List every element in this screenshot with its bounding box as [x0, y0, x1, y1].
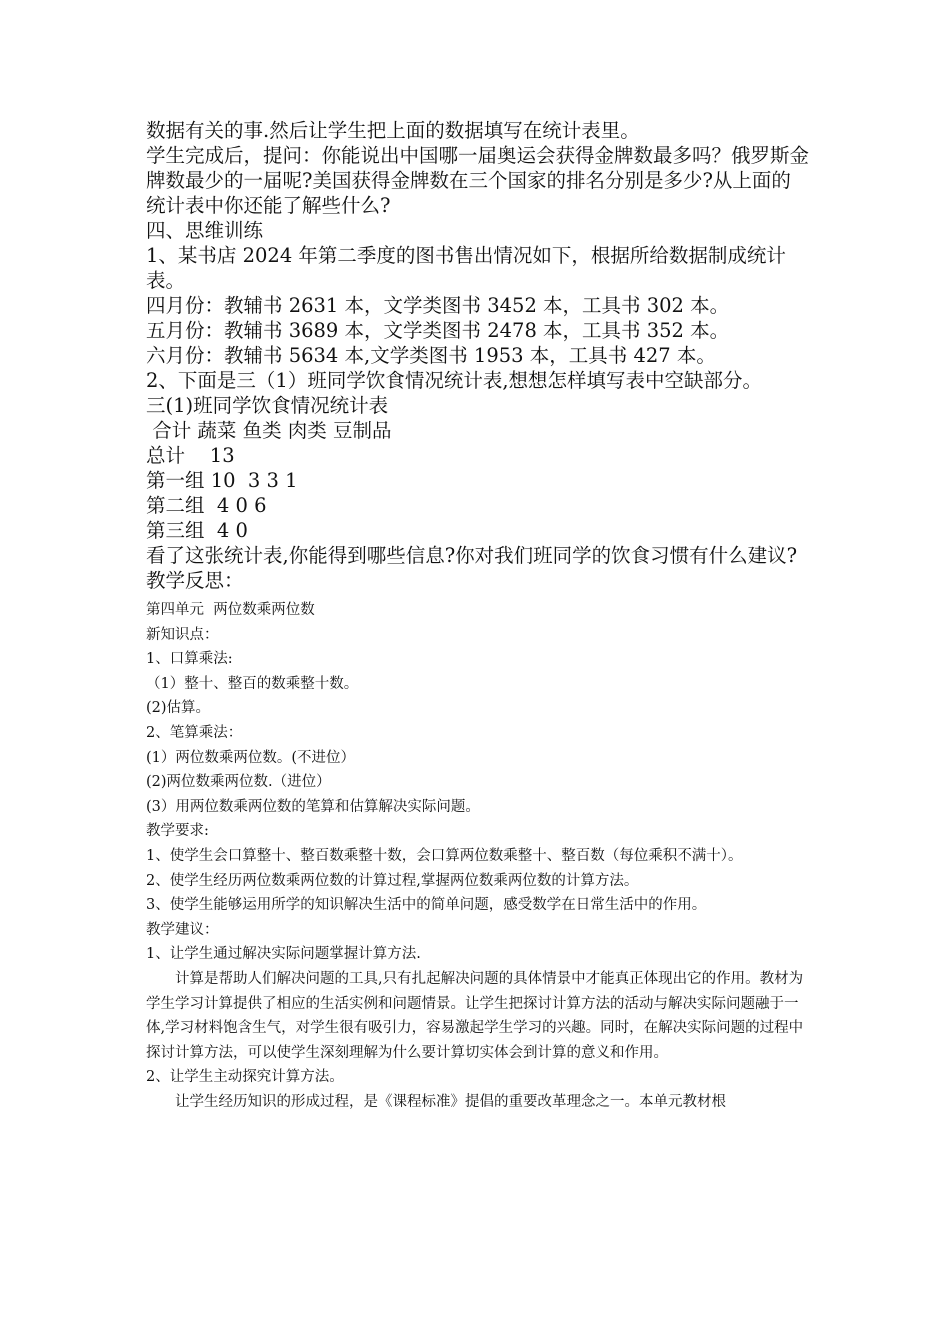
table-row: 第一组 10 3 3 1: [146, 469, 298, 492]
list-item: 2、让学生主动探究计算方法。: [146, 1069, 344, 1086]
text-column: [146, 118, 810, 1114]
section-heading: 四、思维训练: [146, 219, 264, 242]
data-line: 五月份：教辅书 3689 本，文学类图书 2478 本，工具书 352 本。: [146, 319, 730, 342]
paragraph: 数据有关的事.然后让学生把上面的数据填写在统计表里。: [146, 119, 640, 142]
data-line: 六月份：教辅书 5634 本,文学类图书 1953 本，工具书 427 本。: [146, 344, 716, 367]
exercise-item: 2、下面是三（1）班同学饮食情况统计表,想想怎样填写表中空缺部分。: [146, 369, 763, 392]
list-item: (2)估算。: [146, 700, 211, 717]
list-item: 3、使学生能够运用所学的知识解决生活中的简单问题，感受数学在日常生活中的作用。: [146, 897, 707, 914]
paragraph: 看了这张统计表,你能得到哪些信息?你对我们班同学的饮食习惯有什么建议?: [146, 544, 798, 567]
list-item: 2、笔算乘法：: [146, 724, 243, 741]
section-heading: 教学要求:: [146, 823, 209, 840]
list-item: (3）用两位数乘两位数的笔算和估算解决实际问题。: [146, 798, 480, 815]
list-item: 1、口算乘法:: [146, 651, 233, 668]
body-paragraph: 计算是帮助人们解决问题的工具,只有扎起解决问题的具体情景中才能真正体现出它的作用。教材为学生学习计算提供了相应的生活实例和问题情景。让学生把探讨计算方法的活动与解决实际问题融于一体,学习材料饱含生气，对学生很有吸引力，容易激起学生学习的兴趣。同时，在解决实际问题的过程中探讨计算方法，可以使学生深刻理解为什么要计算切实体会到计算的意义和作用。: [146, 970, 804, 1061]
section-heading: 教学建议：: [146, 921, 219, 938]
section-heading: 教学反思：: [146, 569, 244, 592]
section-heading: 新知识点：: [146, 626, 219, 643]
paragraph: 学生完成后，提问：你能说出中国哪一届奥运会获得金牌数最多吗？俄罗斯金牌数最少的一届呢?美国获得金牌数在三个国家的排名分别是多少?从上面的统计表中你还能了解些什么?: [146, 144, 810, 217]
table-row: 第三组 4 0: [146, 519, 248, 542]
table-row: 总计 13: [146, 444, 235, 467]
data-line: 四月份：教辅书 2631 本，文学类图书 3452 本，工具书 302 本。: [146, 294, 730, 317]
body-paragraph: 让学生经历知识的形成过程，是《课程标准》提倡的重要改革理念之一。本单元教材根: [175, 1093, 726, 1110]
unit-title: 第四单元 两位数乘两位数: [146, 602, 315, 618]
list-item: 2、使学生经历两位数乘两位数的计算过程,掌握两位数乘两位数的计算方法。: [146, 872, 639, 889]
table-header-row: 合计 蔬菜 鱼类 肉类 豆制品: [146, 419, 392, 442]
table-title: 三(1)班同学饮食情况统计表: [146, 394, 389, 417]
list-item: (1）两位数乘两位数。(不进位）: [146, 749, 356, 766]
exercise-item: 1、某书店 2024 年第二季度的图书售出情况如下，根据所给数据制成统计表。: [146, 244, 786, 292]
list-item: (2)两位数乘两位数.（进位）: [146, 774, 331, 791]
table-row: 第二组 4 0 6: [146, 494, 267, 517]
list-item: 1、使学生会口算整十、整百数乘整十数，会口算两位数乘整十、整百数（每位乘积不满十）。: [146, 847, 743, 864]
list-item: 1、让学生通过解决实际问题掌握计算方法.: [146, 946, 421, 963]
list-item: （1）整十、整百的数乘整十数。: [146, 675, 359, 692]
